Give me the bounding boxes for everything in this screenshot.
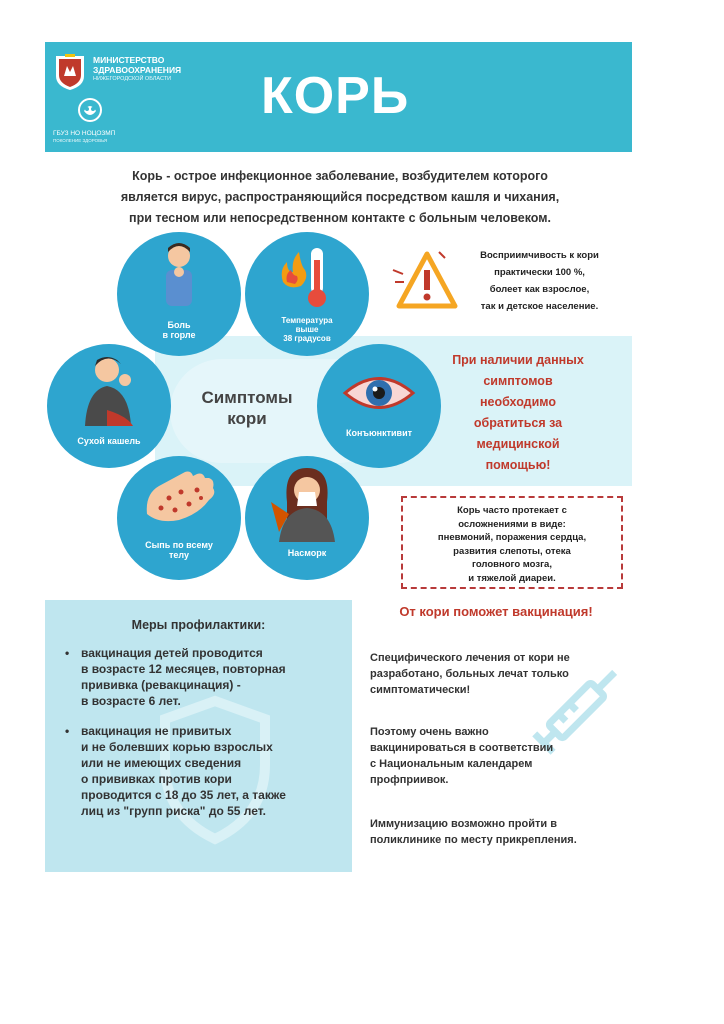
item-line: в возрасте 6 лет. <box>81 694 181 708</box>
ministry-line: МИНИСТЕРСТВО <box>93 55 165 65</box>
para-line: Поэтому очень важно <box>370 726 489 738</box>
header-banner <box>45 42 632 152</box>
symptom-label: Сухой кашель <box>77 436 141 446</box>
symptom-label: Насморк <box>287 548 327 558</box>
note-line: пневмоний, поражения сердца, <box>437 532 587 543</box>
symptom-conjunctivitis <box>317 344 441 468</box>
item-line: о прививках против кори <box>81 772 232 786</box>
note-line: осложнениями в виде: <box>458 518 566 530</box>
sneezing-person-icon <box>265 462 349 542</box>
item-line: и не болевших корью взрослых <box>81 740 273 754</box>
bullet-icon: • <box>65 646 70 660</box>
ministry-region: НИЖЕГОРОДСКОЙ ОБЛАСТИ <box>93 76 172 82</box>
prevention-list <box>65 645 345 833</box>
para-line: профприивок. <box>370 774 449 786</box>
sore-throat-person-icon <box>154 240 204 310</box>
symptom-sore-throat <box>117 232 241 356</box>
item-line: лиц из "групп риска" до 55 лет. <box>81 804 266 818</box>
note-line: и тяжелой диареи. <box>468 572 556 584</box>
symptoms-center-label <box>173 387 321 429</box>
note-line: медицинской <box>476 437 560 451</box>
ministry-line: ЗДРАВООХРАНЕНИЯ <box>93 65 182 75</box>
symptom-rash <box>117 456 241 580</box>
page-title: КОРЬ <box>261 67 410 125</box>
label-line: Боль <box>167 320 191 330</box>
seek-help-note <box>443 350 593 476</box>
para-line: симптоматически! <box>370 684 471 696</box>
coat-of-arms-icon <box>53 52 87 92</box>
symptom-dry-cough <box>47 344 171 468</box>
intro-line: является вирус, распространяющийся посредством кашля и чихания, <box>120 190 560 204</box>
label-line: Температура <box>281 316 333 325</box>
center-slogan: ПОКОЛЕНИЕ ЗДОРОВЬЯ <box>53 138 108 143</box>
note-line: развития слепоты, отека <box>453 545 571 557</box>
note-line: Восприимчивость к кори <box>480 250 599 261</box>
health-center-name <box>53 130 173 144</box>
symptom-label: Конъюнктивит <box>345 428 413 438</box>
intro-line: при тесном или непосредственном контакте с больным человеком. <box>129 211 551 225</box>
label-line: 38 градусов <box>283 334 331 343</box>
treatment-paragraph <box>370 650 625 698</box>
note-line: При наличии данных <box>452 353 584 367</box>
item-line: прививка (ревакцинация) - <box>81 678 241 692</box>
item-line: или не имеющих сведения <box>81 756 242 770</box>
susceptibility-note <box>457 247 622 315</box>
label-line: Сыпь по всему <box>145 540 213 550</box>
list-item <box>65 723 345 819</box>
note-line: головного мозга, <box>472 559 552 570</box>
para-line: Специфического лечения от кори не <box>370 652 570 664</box>
health-center-logo-icon <box>77 97 103 127</box>
prevention-title: Меры профилактики: <box>131 618 266 632</box>
note-line: помощью! <box>485 458 551 472</box>
note-line: необходимо <box>480 395 556 409</box>
item-line: в возрасте 12 месяцев, повторная <box>81 662 286 676</box>
thermometer-icon <box>273 242 343 312</box>
intro-text <box>65 166 615 229</box>
item-line: вакцинация детей проводится <box>81 646 263 660</box>
center-label-line: Симптомы <box>201 388 293 407</box>
symptom-label <box>117 320 241 340</box>
label-line: телу <box>168 550 190 560</box>
para-line: поликлинике по месту прикрепления. <box>370 834 577 846</box>
rash-hand-icon <box>139 464 219 528</box>
ministry-name <box>93 55 243 83</box>
complications-box <box>401 496 623 589</box>
symptom-runny-nose <box>245 456 369 580</box>
para-line: Иммунизацию возможно пройти в <box>370 818 557 830</box>
item-line: проводится с 18 до 35 лет, а также <box>81 788 286 802</box>
coughing-person-icon <box>67 350 147 430</box>
measles-poster <box>45 42 632 872</box>
intro-line: Корь - острое инфекционное заболевание, возбудителем которого <box>132 169 548 183</box>
note-line: болеет как взрослое, <box>489 284 590 295</box>
note-line: практически 100 %, <box>494 267 585 278</box>
bullet-icon: • <box>65 724 70 738</box>
importance-paragraph <box>370 724 625 788</box>
eye-icon <box>341 370 417 416</box>
para-line: разработано, больных лечат только <box>370 668 569 680</box>
label-line: в горле <box>162 330 196 340</box>
label-line: выше <box>295 325 319 334</box>
symptom-label <box>245 316 369 343</box>
prevention-panel <box>45 600 352 872</box>
note-line: Корь часто протекает с <box>457 505 567 516</box>
para-line: с Национальным календарем <box>370 758 533 770</box>
note-line: симптомов <box>483 374 553 388</box>
vaccination-title: От кори поможет вакцинация! <box>399 604 593 619</box>
center-label-line: кори <box>227 409 267 428</box>
symptom-temperature <box>245 232 369 356</box>
warning-icon <box>391 248 459 314</box>
note-line: так и детское население. <box>480 301 599 312</box>
item-line: вакцинация не привитых <box>81 724 232 738</box>
para-line: вакцинироваться в соответствии <box>370 742 554 754</box>
note-line: обратиться за <box>473 416 563 430</box>
center-name-line: ГБУЗ НО НОЦОЗМП <box>53 130 116 137</box>
where-to-vaccinate-paragraph <box>370 816 625 848</box>
list-item <box>65 645 345 709</box>
symptom-label <box>117 540 241 560</box>
